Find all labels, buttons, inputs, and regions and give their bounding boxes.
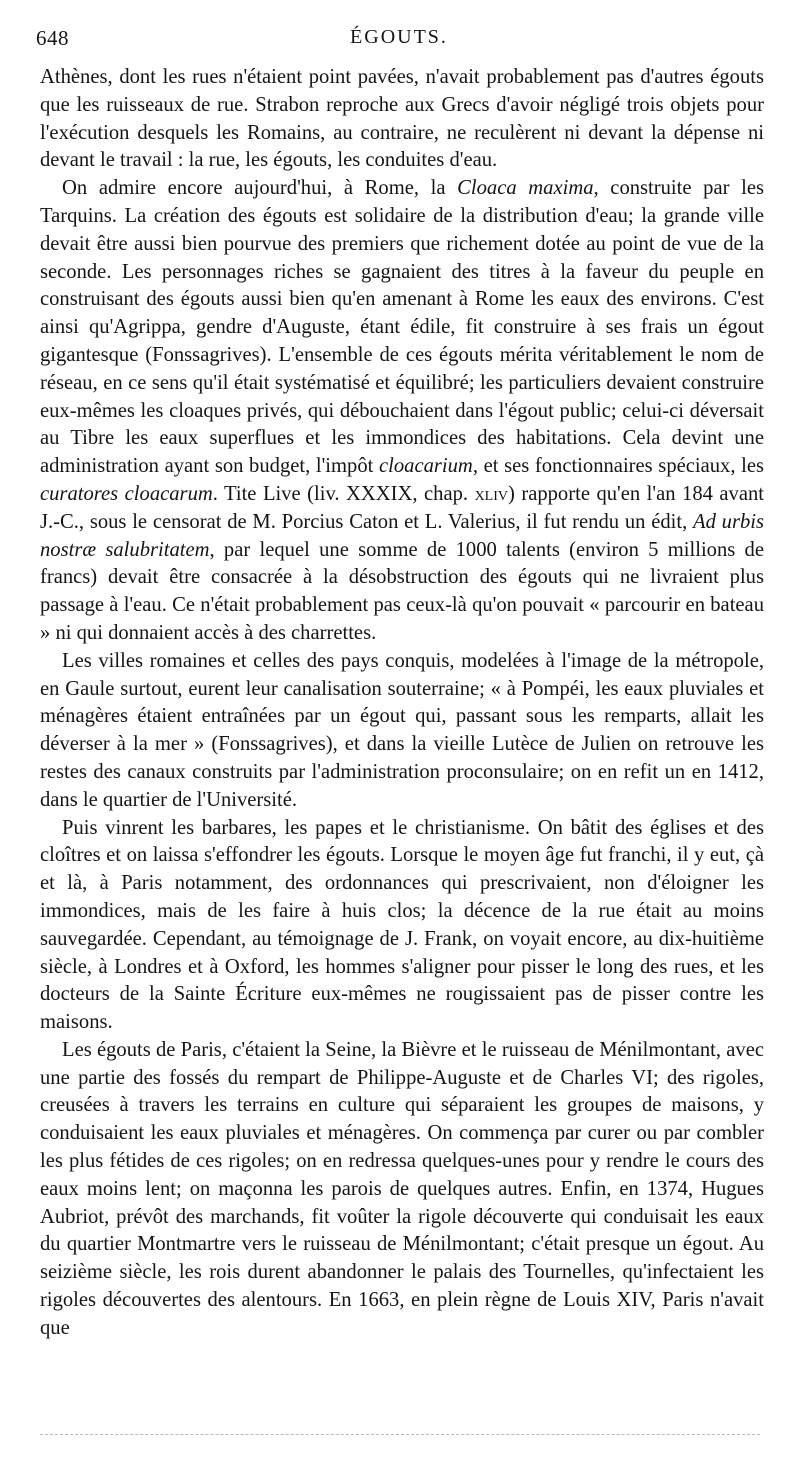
- text-run: ) rapporte qu'en l'an 184 avant J.-C., sous le censorat de M. Porcius Caton et L. Valerius, il fut rendu un édit,: [40, 482, 764, 533]
- text-run: On admire encore aujourd'hui, à Rome, la: [62, 177, 458, 200]
- italic-term: cloacarium: [379, 455, 473, 478]
- text-run: , construite par les Tarquins. La création des égouts est solidaire de la distribution d'eau; la grande ville devait être aussi bien pourvue des premiers que richement dotée au point de vue de la seconde. Les personnages riches se gagnaient des titres à la faveur du peuple en construisant des égouts aussi bien qu'en amenant à Rome les eaux des environs. C'est ainsi qu'Agrippa, gendre d'Auguste, étant édile, fit construire à ses frais un égout gigantesque (Fonssagrives). L'ensemble de ces égouts mérita véritablement le nom de réseau, en ce sens qu'il était systématisé et équilibré; les particuliers devaient construire eux-mêmes les cloaques privés, qui débouchaient dans l'égout public; celui-ci déversait au Tibre les eaux superflues et les immondices des habitations. Cela devint une administration ayant son budget, l'impôt: [40, 177, 764, 478]
- italic-term: curatores cloacarum: [40, 482, 213, 505]
- text-run: Les égouts de Paris, c'étaient la Seine, la Bièvre et le ruisseau de Ménilmontant, avec une partie des fossés du rempart de Philippe-Auguste et de Charles VI; des rigoles, creusées à travers les terrains en culture qui séparaient les groupes de maisons, y conduisaient les eaux pluviales et ménagères. On commença par curer ou par combler les plus fétides de ces rigoles; on en redressa quelques-unes pour y rendre le cours des eaux moins lent; on maçonna les parois de quelques autres. Enfin, en 1374, Hugues Aubriot, prévôt des marchands, fit voûter la rigole découverte qui conduisait les eaux du quartier Montmartre vers le ruisseau de Ménilmontant; c'était presque un égout. Au seizième siècle, les rois durent abandonner le palais des Tournelles, qu'infectaient les rigoles découvertes des alentours. En 1663, en plein règne de Louis XIV, Paris n'avait que: [40, 1038, 764, 1339]
- text-run: , et ses fonctionnaires spéciaux, les: [472, 455, 764, 478]
- footer-divider: [40, 1434, 760, 1435]
- running-title: ÉGOUTS.: [350, 26, 448, 48]
- paragraph-villes-romaines: [40, 648, 764, 815]
- small-caps-numeral: xliv: [474, 482, 508, 505]
- italic-term: Ad urbis nostræ salubritatem: [40, 510, 764, 561]
- running-header: [36, 26, 762, 56]
- italic-term: Cloaca maxima: [457, 177, 594, 200]
- paragraph-rome-cloaca: [40, 175, 764, 648]
- text-run: . Tite Live (liv. XXXIX, chap.: [212, 482, 475, 505]
- text-run: Athènes, dont les rues n'étaient point pavées, n'avait probablement pas d'autres égouts que les ruisseaux de rue. Strabon reproche aux Grecs d'avoir négligé trois objets pour l'exécution desquels les Romains, au contraire, ne reculèrent ni devant la dépense ni devant le travail : la rue, les égouts, les conduites d'eau.: [40, 66, 764, 172]
- page-number: 648: [36, 26, 69, 50]
- text-run: Les villes romaines et celles des pays conquis, modelées à l'image de la métropole, en Gaule surtout, eurent leur canalisation souterraine; « à Pompéi, les eaux pluviales et ménagères étaient entraînées par un égout qui, passant sous les remparts, allait les déverser à la mer » (Fonssagrives), et dans la vieille Lutèce de Julien on retrouve les restes des canaux construits par l'administration proconsulaire; on en refit un en 1412, dans le quartier de l'Université.: [40, 649, 764, 811]
- text-run: Puis vinrent les barbares, les papes et le christianisme. On bâtit des églises et des cloîtres et on laissa s'effondrer les égouts. Lorsque le moyen âge fut franchi, il y eut, çà et là, à Paris notamment, des ordonnances qui prescrivaient, non d'éloigner les immondices, mais de les faire à huis clos; la décence de la rue était au moins sauvegardée. Cependant, au témoignage de J. Frank, on voyait encore, au dix-huitième siècle, à Londres et à Oxford, les hommes s'aligner pour pisser le long des rues, et les docteurs de la Sainte Écriture eux-mêmes ne rougissaient pas de pisser contre les maisons.: [40, 816, 764, 1034]
- text-run: , par lequel une somme de 1000 talents (environ 5 millions de francs) devait être consacrée à la désobstruction des égouts qui ne livraient plus passage à l'eau. Ce n'était probablement pas ceux-là qu'on pouvait « parcourir en bateau » ni qui donnaient accès à des charrettes.: [40, 538, 764, 644]
- paragraph-egouts-paris: [40, 1037, 764, 1343]
- paragraph-athenes: [40, 64, 764, 175]
- body-text: [40, 64, 764, 1343]
- paragraph-barbares: [40, 815, 764, 1037]
